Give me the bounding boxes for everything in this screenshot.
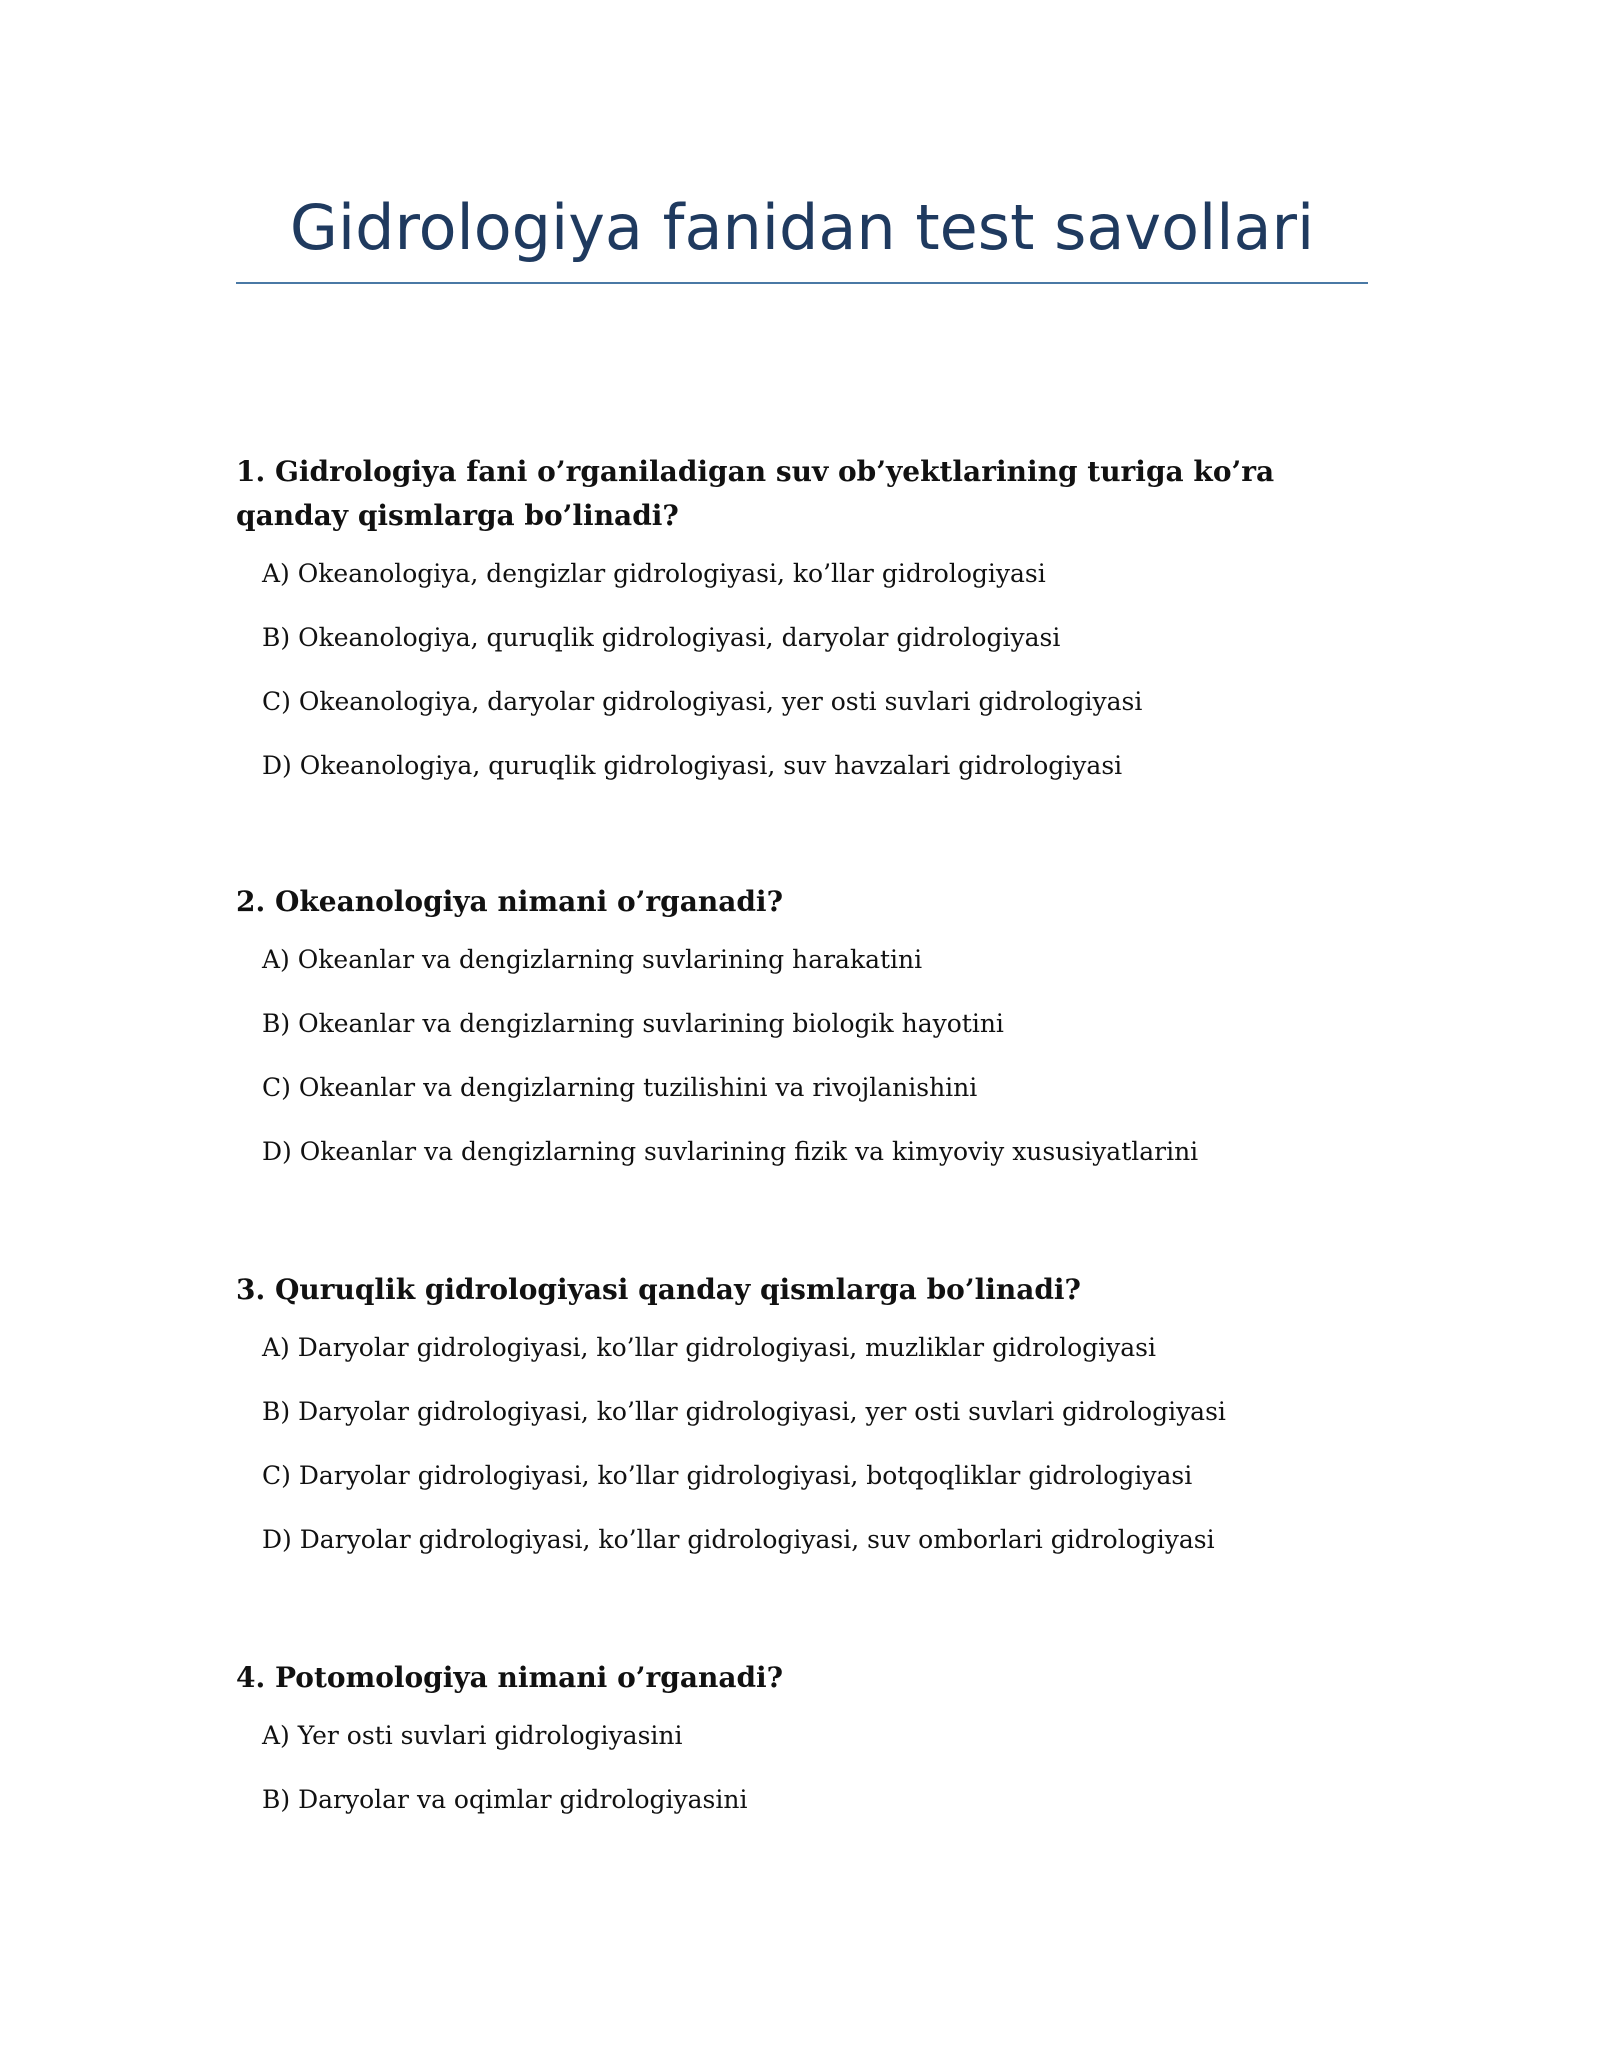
option-d: D) Okeanologiya, quruqlik gidrologiyasi, suv havzalari gidrologiyasi xyxy=(262,751,1123,780)
options-list xyxy=(236,1332,1368,1556)
options-list xyxy=(236,944,1368,1168)
option-a: A) Okeanologiya, dengizlar gidrologiyasi, ko’llar gidrologiyasi xyxy=(262,559,1046,588)
question-4 xyxy=(236,1656,1368,1816)
title-underline xyxy=(236,282,1368,284)
question-text: 4. Potomologiya nimani o’rganadi? xyxy=(236,1661,784,1694)
option-b: B) Daryolar va oqimlar gidrologiyasini xyxy=(262,1785,748,1814)
option-b: B) Okeanologiya, quruqlik gidrologiyasi, daryolar gidrologiyasi xyxy=(262,623,1061,652)
option-c: C) Okeanlar va dengizlarning tuzilishini va rivojlanishini xyxy=(262,1073,978,1102)
question-text: 3. Quruqlik gidrologiyasi qanday qismlarga bo’linadi? xyxy=(236,1273,1081,1306)
option-b: B) Okeanlar va dengizlarning suvlarining biologik hayotini xyxy=(262,1009,1004,1038)
options-list xyxy=(236,558,1368,782)
options-list xyxy=(236,1720,1368,1816)
option-d: D) Okeanlar va dengizlarning suvlarining fizik va kimyoviy xususiyatlarini xyxy=(262,1137,1199,1166)
document-title: Gidrologiya fanidan test savollari xyxy=(289,191,1315,264)
question-3 xyxy=(236,1268,1368,1556)
option-c: C) Daryolar gidrologiyasi, ko’llar gidrologiyasi, botqoqliklar gidrologiyasi xyxy=(262,1461,1193,1490)
option-c: C) Okeanologiya, daryolar gidrologiyasi, yer osti suvlari gidrologiyasi xyxy=(262,687,1143,716)
option-a: A) Yer osti suvlari gidrologiyasini xyxy=(262,1721,683,1750)
question-2 xyxy=(236,880,1368,1168)
option-a: A) Okeanlar va dengizlarning suvlarining harakatini xyxy=(262,945,923,974)
question-1 xyxy=(236,450,1368,782)
option-a: A) Daryolar gidrologiyasi, ko’llar gidrologiyasi, muzliklar gidrologiyasi xyxy=(262,1333,1156,1362)
option-d: D) Daryolar gidrologiyasi, ko’llar gidrologiyasi, suv omborlari gidrologiyasi xyxy=(262,1525,1215,1554)
question-text: 1. Gidrologiya fani o’rganiladigan suv ob’yektlarining turiga ko’ra qanday qismlarga bo’linadi? xyxy=(236,455,1275,532)
question-text: 2. Okeanologiya nimani o’rganadi? xyxy=(236,885,783,918)
option-b: B) Daryolar gidrologiyasi, ko’llar gidrologiyasi, yer osti suvlari gidrologiyasi xyxy=(262,1397,1226,1426)
